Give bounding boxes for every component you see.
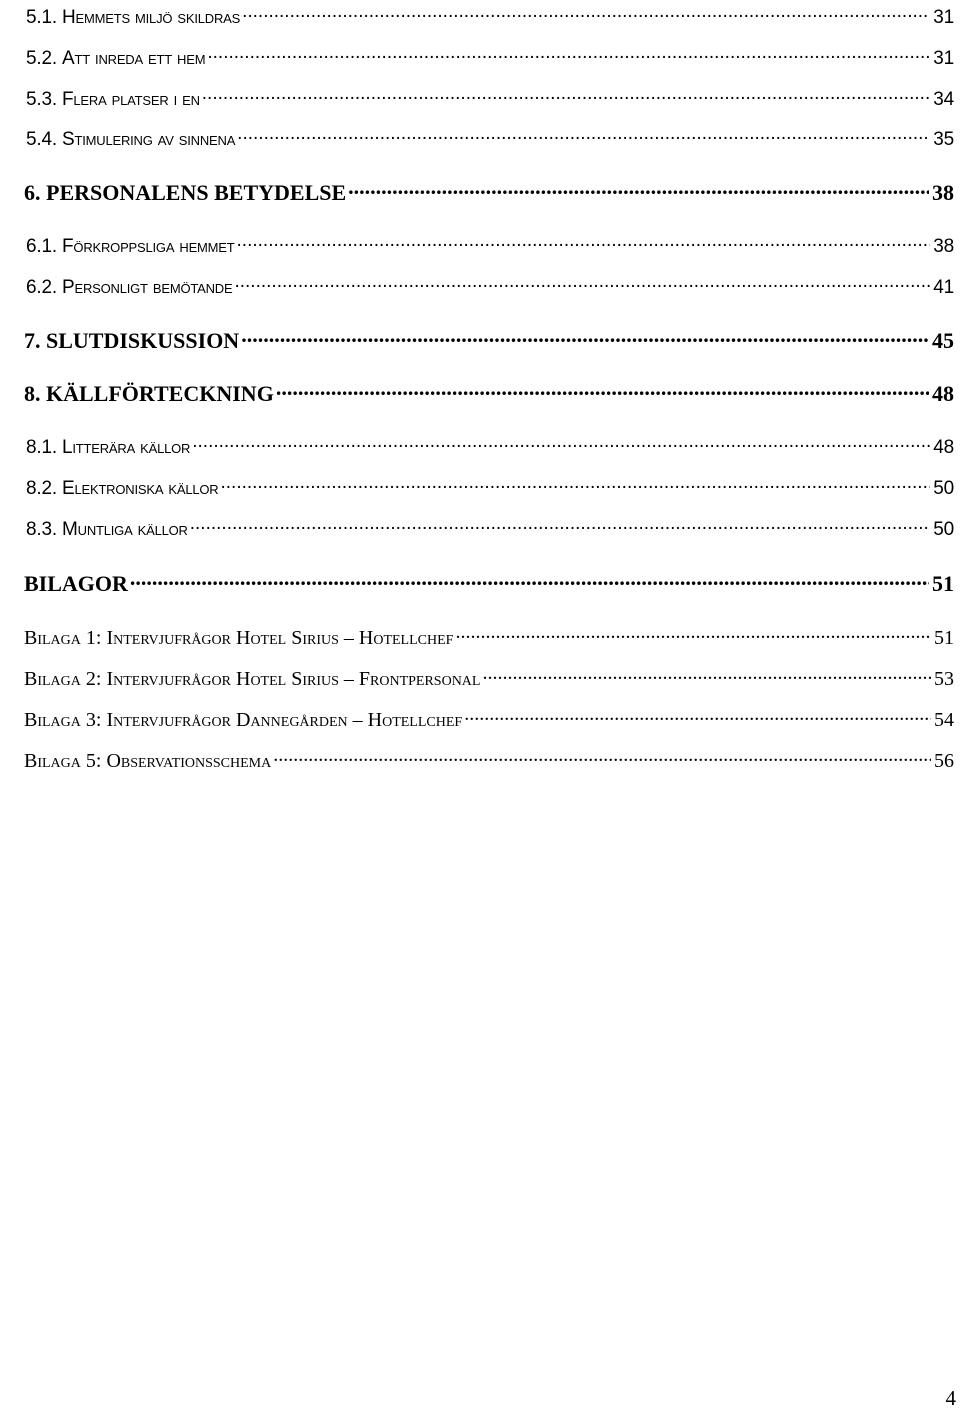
toc-entry-chapter[interactable] bbox=[24, 326, 954, 352]
toc-title: SLUTDISKUSSION bbox=[46, 328, 240, 353]
toc-entry-chapter[interactable] bbox=[24, 379, 954, 405]
toc-page-number: 50 bbox=[933, 478, 954, 499]
toc-entry[interactable] bbox=[26, 233, 954, 256]
toc-number: 8. bbox=[24, 381, 41, 406]
toc-page-number: 34 bbox=[933, 89, 954, 110]
toc-title: Förkroppsliga hemmet bbox=[62, 236, 235, 257]
toc-title: Litterära källor bbox=[62, 437, 191, 458]
toc-page-number: 31 bbox=[933, 7, 954, 28]
toc-entry-appendix[interactable] bbox=[24, 747, 954, 771]
dot-leader bbox=[130, 569, 929, 591]
dot-leader bbox=[237, 233, 931, 252]
dot-leader bbox=[202, 86, 931, 105]
toc-number: 6.1. bbox=[26, 236, 57, 257]
toc-number: 6.2. bbox=[26, 277, 57, 298]
toc-entry-chapter[interactable] bbox=[24, 569, 954, 595]
toc-title: Att inreda ett hem bbox=[62, 48, 206, 69]
toc-page-number: 41 bbox=[933, 277, 954, 298]
toc-entry[interactable] bbox=[26, 45, 954, 68]
toc-page-number: 53 bbox=[934, 668, 954, 690]
toc-title: Bilaga 5: Observationsschema bbox=[24, 750, 272, 772]
toc-page-number: 35 bbox=[933, 129, 954, 150]
toc-page-number: 50 bbox=[933, 519, 954, 540]
toc-number: 6. bbox=[24, 180, 41, 205]
dot-leader bbox=[220, 475, 930, 494]
toc-title: Bilaga 3: Intervjufrågor Dannegården – Hotellchef bbox=[24, 709, 463, 731]
toc-title: Stimulering av sinnena bbox=[62, 129, 236, 150]
toc-number: 8.2. bbox=[26, 478, 57, 499]
toc-entry[interactable] bbox=[26, 434, 954, 457]
toc-entry-appendix[interactable] bbox=[24, 706, 954, 730]
toc-title: Hemmets miljö skildras bbox=[62, 7, 241, 28]
toc-title: BILAGOR bbox=[24, 571, 128, 596]
toc-title: Personligt bemötande bbox=[62, 277, 233, 298]
toc-number: 8.1. bbox=[26, 437, 57, 458]
toc-title: Bilaga 1: Intervjufrågor Hotel Sirius – Hotellchef bbox=[24, 627, 454, 649]
dot-leader bbox=[192, 434, 930, 453]
dot-leader bbox=[276, 379, 929, 401]
dot-leader bbox=[242, 4, 930, 23]
toc-entry[interactable] bbox=[26, 86, 954, 109]
dot-leader bbox=[273, 747, 931, 767]
toc-entry-appendix[interactable] bbox=[24, 624, 954, 648]
dot-leader bbox=[464, 706, 931, 726]
toc-page-number: 51 bbox=[932, 571, 954, 596]
toc-entry[interactable] bbox=[26, 516, 954, 539]
toc-entry[interactable] bbox=[26, 475, 954, 498]
toc-entry-appendix[interactable] bbox=[24, 665, 954, 689]
toc-number: 5.4. bbox=[26, 129, 57, 150]
dot-leader bbox=[234, 274, 930, 293]
toc-page-number: 54 bbox=[934, 709, 954, 731]
dot-leader bbox=[241, 326, 929, 348]
dot-leader bbox=[348, 178, 929, 200]
dot-leader bbox=[207, 45, 930, 64]
toc-page-number: 38 bbox=[933, 236, 954, 257]
toc-page-number: 38 bbox=[932, 180, 954, 205]
toc-entry-chapter[interactable] bbox=[24, 178, 954, 204]
dot-leader bbox=[455, 624, 931, 644]
toc-number: 5.3. bbox=[26, 89, 57, 110]
toc-title: Flera platser i en bbox=[62, 89, 200, 110]
dot-leader bbox=[482, 665, 931, 685]
toc-page-number: 45 bbox=[932, 328, 954, 353]
toc-page-number: 31 bbox=[933, 48, 954, 69]
toc-entry[interactable] bbox=[26, 274, 954, 297]
dot-leader bbox=[190, 516, 931, 535]
dot-leader bbox=[237, 126, 930, 145]
toc-entry[interactable] bbox=[26, 4, 954, 27]
toc-page-number: 56 bbox=[934, 750, 954, 772]
toc-number: 8.3. bbox=[26, 519, 57, 540]
toc-number: 7. bbox=[24, 328, 41, 353]
toc-page-number: 51 bbox=[934, 627, 954, 649]
toc-entry[interactable] bbox=[26, 126, 954, 149]
toc-page-number: 48 bbox=[932, 381, 954, 406]
page-number: 4 bbox=[945, 1386, 956, 1410]
toc-title: Bilaga 2: Intervjufrågor Hotel Sirius – Frontpersonal bbox=[24, 668, 481, 690]
toc-title: PERSONALENS BETYDELSE bbox=[46, 180, 347, 205]
toc-number: 5.1. bbox=[26, 7, 57, 28]
toc-page-number: 48 bbox=[933, 437, 954, 458]
toc-title: Muntliga källor bbox=[62, 519, 188, 540]
toc-title: KÄLLFÖRTECKNING bbox=[46, 381, 274, 406]
toc-number: 5.2. bbox=[26, 48, 57, 69]
toc-title: Elektroniska källor bbox=[62, 478, 219, 499]
